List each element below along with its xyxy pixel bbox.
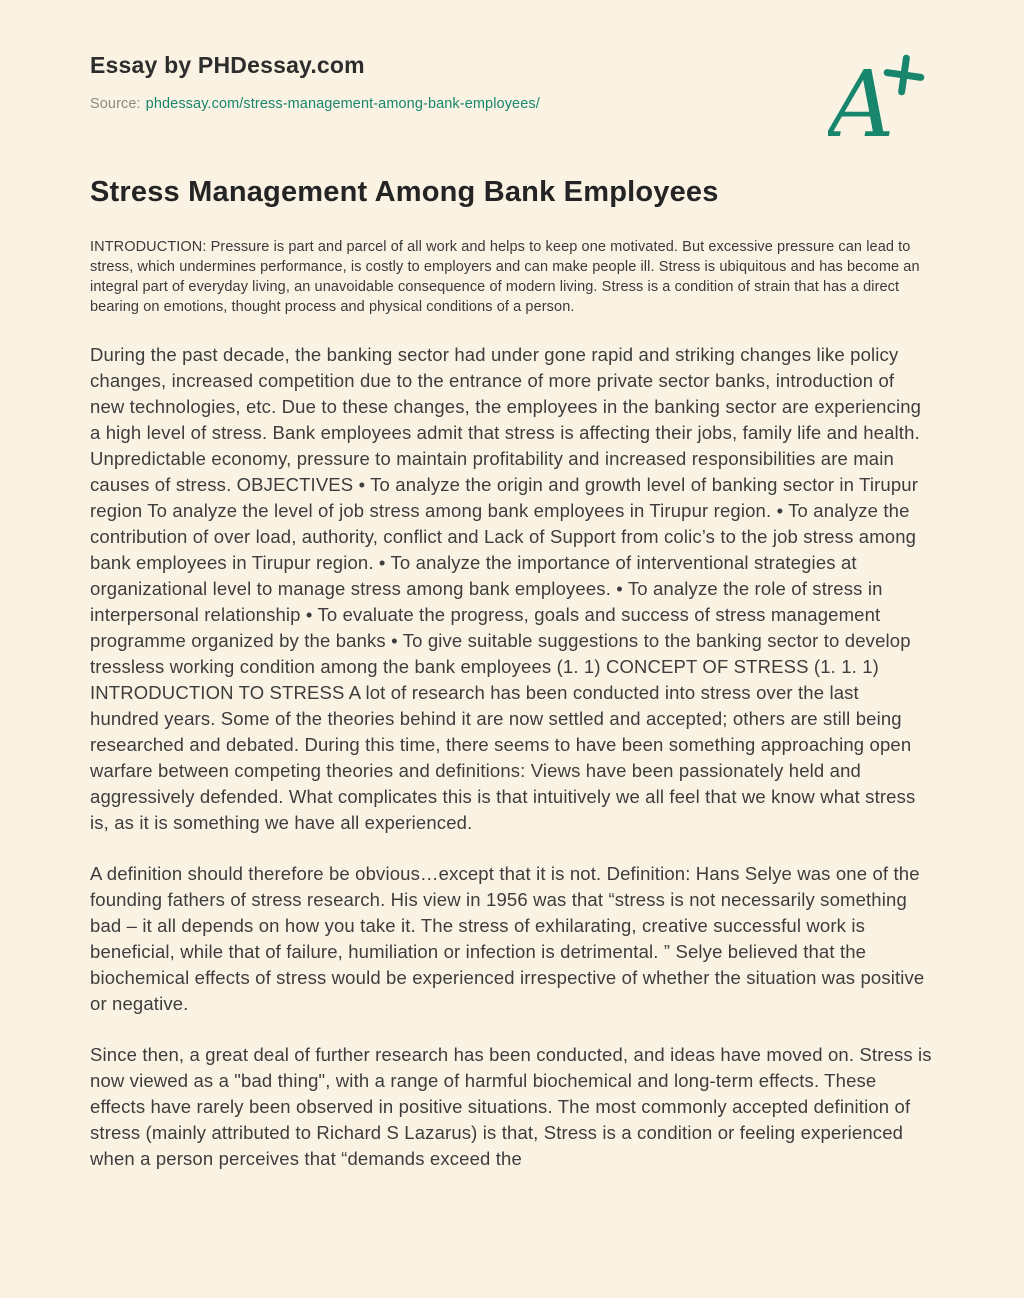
- article-title: Stress Management Among Bank Employees: [90, 176, 719, 208]
- article: [90, 176, 932, 1172]
- intro-paragraph: INTRODUCTION: Pressure is part and parcel of all work and helps to keep one motivated. But excessive pressure can lead to stress, which undermines performance, is costly to employers and can make people ill. Stress is ubiquitous and has become an integral part of everyday living, an unavoidable consequence of modern living. Stress is a condition of strain that has a direct bearing on emotions, thought process and physical conditions of a person.: [90, 239, 920, 315]
- svg-text:A: A: [828, 51, 895, 158]
- byline: Essay by PHDessay.com: [90, 52, 365, 78]
- body-paragraph: A definition should therefore be obvious…except that it is not. Definition: Hans Selye was one of the founding fathers of stress research. His view in 1956 was that “stress is not necessarily something bad – it all depends on how you take it. The stress of exhilarating, creative successful work is beneficial, while that of failure, humiliation or infection is detrimental. ” Selye believed that the biochemical effects of stress would be experienced irrespective of whether the situation was positive or negative.: [90, 863, 925, 1014]
- page-header: [90, 51, 932, 158]
- source-line: [90, 96, 932, 112]
- a-plus-logo-icon: [828, 44, 932, 160]
- body-paragraph: During the past decade, the banking sector had under gone rapid and striking changes like policy changes, increased competition due to the entrance of more private sector banks, introduction of new technologies, etc. Due to these changes, the employees in the banking sector are experiencing a high level of stress. Bank employees admit that stress is affecting their jobs, family life and health. Unpredictable economy, pressure to maintain profitability and increased responsibilities are main causes of stress. OBJECTIVES • To analyze the origin and growth level of banking sector in Tirupur region To analyze the level of job stress among bank employees in Tirupur region. • To analyze the contribution of over load, authority, conflict and Lack of Support from colic’s to the job stress among bank employees in Tirupur region. • To analyze the importance of interventional strategies at organizational level to manage stress among bank employees. • To analyze the role of stress in interpersonal relationship • To evaluate the progress, goals and success of stress management programme organized by the banks • To give suitable suggestions to the banking sector to develop tressless working condition among the bank employees (1. 1) CONCEPT OF STRESS (1. 1. 1) INTRODUCTION TO STRESS A lot of research has been conducted into stress over the last hundred years. Some of the theories behind it are now settled and accepted; others are still being researched and debated. During this time, there seems to have been something approaching open warfare between competing theories and definitions: Views have been passionately held and aggressively defended. What complicates this is that intuitively we all feel that we know what stress is, as it is something we have all experienced.: [90, 344, 922, 833]
- phdessay-logo: [828, 44, 932, 160]
- body-paragraph: Since then, a great deal of further research has been conducted, and ideas have moved on. Stress is now viewed as a "bad thing", with a range of harmful biochemical and long-term effects. These effects have rarely been observed in positive situations. The most commonly accepted definition of stress (mainly attributed to Richard S Lazarus) is that, Stress is a condition or feeling experienced when a person perceives that “demands exceed the: [90, 1044, 932, 1169]
- source-label: Source:: [90, 96, 141, 112]
- source-link[interactable]: phdessay.com/stress-management-among-bank-employees/: [145, 96, 540, 112]
